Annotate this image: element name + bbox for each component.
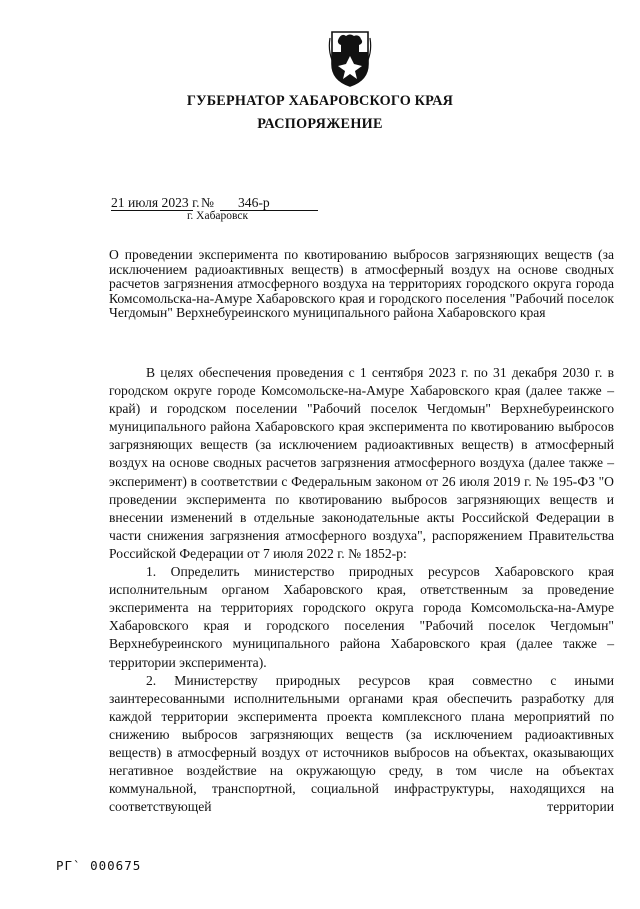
document-code: РГ` 000675 [56,858,142,873]
preamble-paragraph: В целях обеспечения проведения с 1 сентября 2023 г. по 31 декабря 2030 г. в городском округе городе Комсомольске-на-Амуре Хабаровского края (далее также – край) и городском поселении "Рабочий поселок Чегдомын" Верхнебуреинского муниципального района Хабаровского края эксперимента по квотированию выбросов загрязняющих веществ (за исключением радиоактивных веществ) в атмосферный воздух на основе сводных расчетов загрязнения атмосферного воздуха (далее также – эксперимент) в соответствии с Федеральным законом от 26 июля 2019 г. № 195-ФЗ "О проведении эксперимента по квотированию выбросов загрязняющих веществ и внесении изменений в отдельные законодательные акты Российской Федерации в части снижения загрязнения атмосферного воздуха", распоряжением Правительства Российской Федерации от 7 июля 2022 г. № 1852-р: [109,365,614,561]
registration-line [111,195,318,211]
document-number: 346-р [220,196,318,211]
authority-title: ГУБЕРНАТОР ХАБАРОВСКОГО КРАЯ [186,93,454,109]
item-2-paragraph: 2. Министерству природных ресурсов края совместно с иными заинтересованными исполнительными органами края обеспечить разработку для каждой территории эксперимента проекта комплексного плана мероприятий по снижению выбросов загрязняющих веществ (за исключением радиоактивных веществ) в атмосферный воздух от источников выбросов на объектах, оказывающих негативное воздействие на окружающую среду, в том числе на объектах коммунальной, транспортной, социальной инфраструктуры, находящихся на соответствующей территории [109,672,614,815]
document-subject: О проведении эксперимента по квотированию выбросов загрязняющих веществ (за исключением радиоактивных веществ) в атмосферный воздух на основе сводных расчетов загрязнения атмосферного воздуха на территориях городского округа города Комсомольска-на-Амуре Хабаровского края и городского поселения "Рабочий поселок Чегдомын" Верхнебуреинского муниципального района Хабаровского края [109,247,614,321]
document-body [109,364,614,816]
number-sign: № [201,195,214,210]
coat-of-arms-icon [328,30,372,88]
issuing-city: г. Хабаровск [187,210,249,222]
document-type: РАСПОРЯЖЕНИЕ [257,116,383,132]
item-1-paragraph: 1. Определить министерство природных ресурсов Хабаровского края исполнительным органом Хабаровского края, ответственным за проведение эксперимента на территориях городского округа города Комсомольска-на-Амуре Хабаровского края и городского поселения "Рабочий поселок Чегдомын" Верхнебуреинского муниципального района Хабаровского края (далее также – территории эксперимента). [109,564,614,670]
document-date: 21 июля 2023 г. [111,195,200,210]
